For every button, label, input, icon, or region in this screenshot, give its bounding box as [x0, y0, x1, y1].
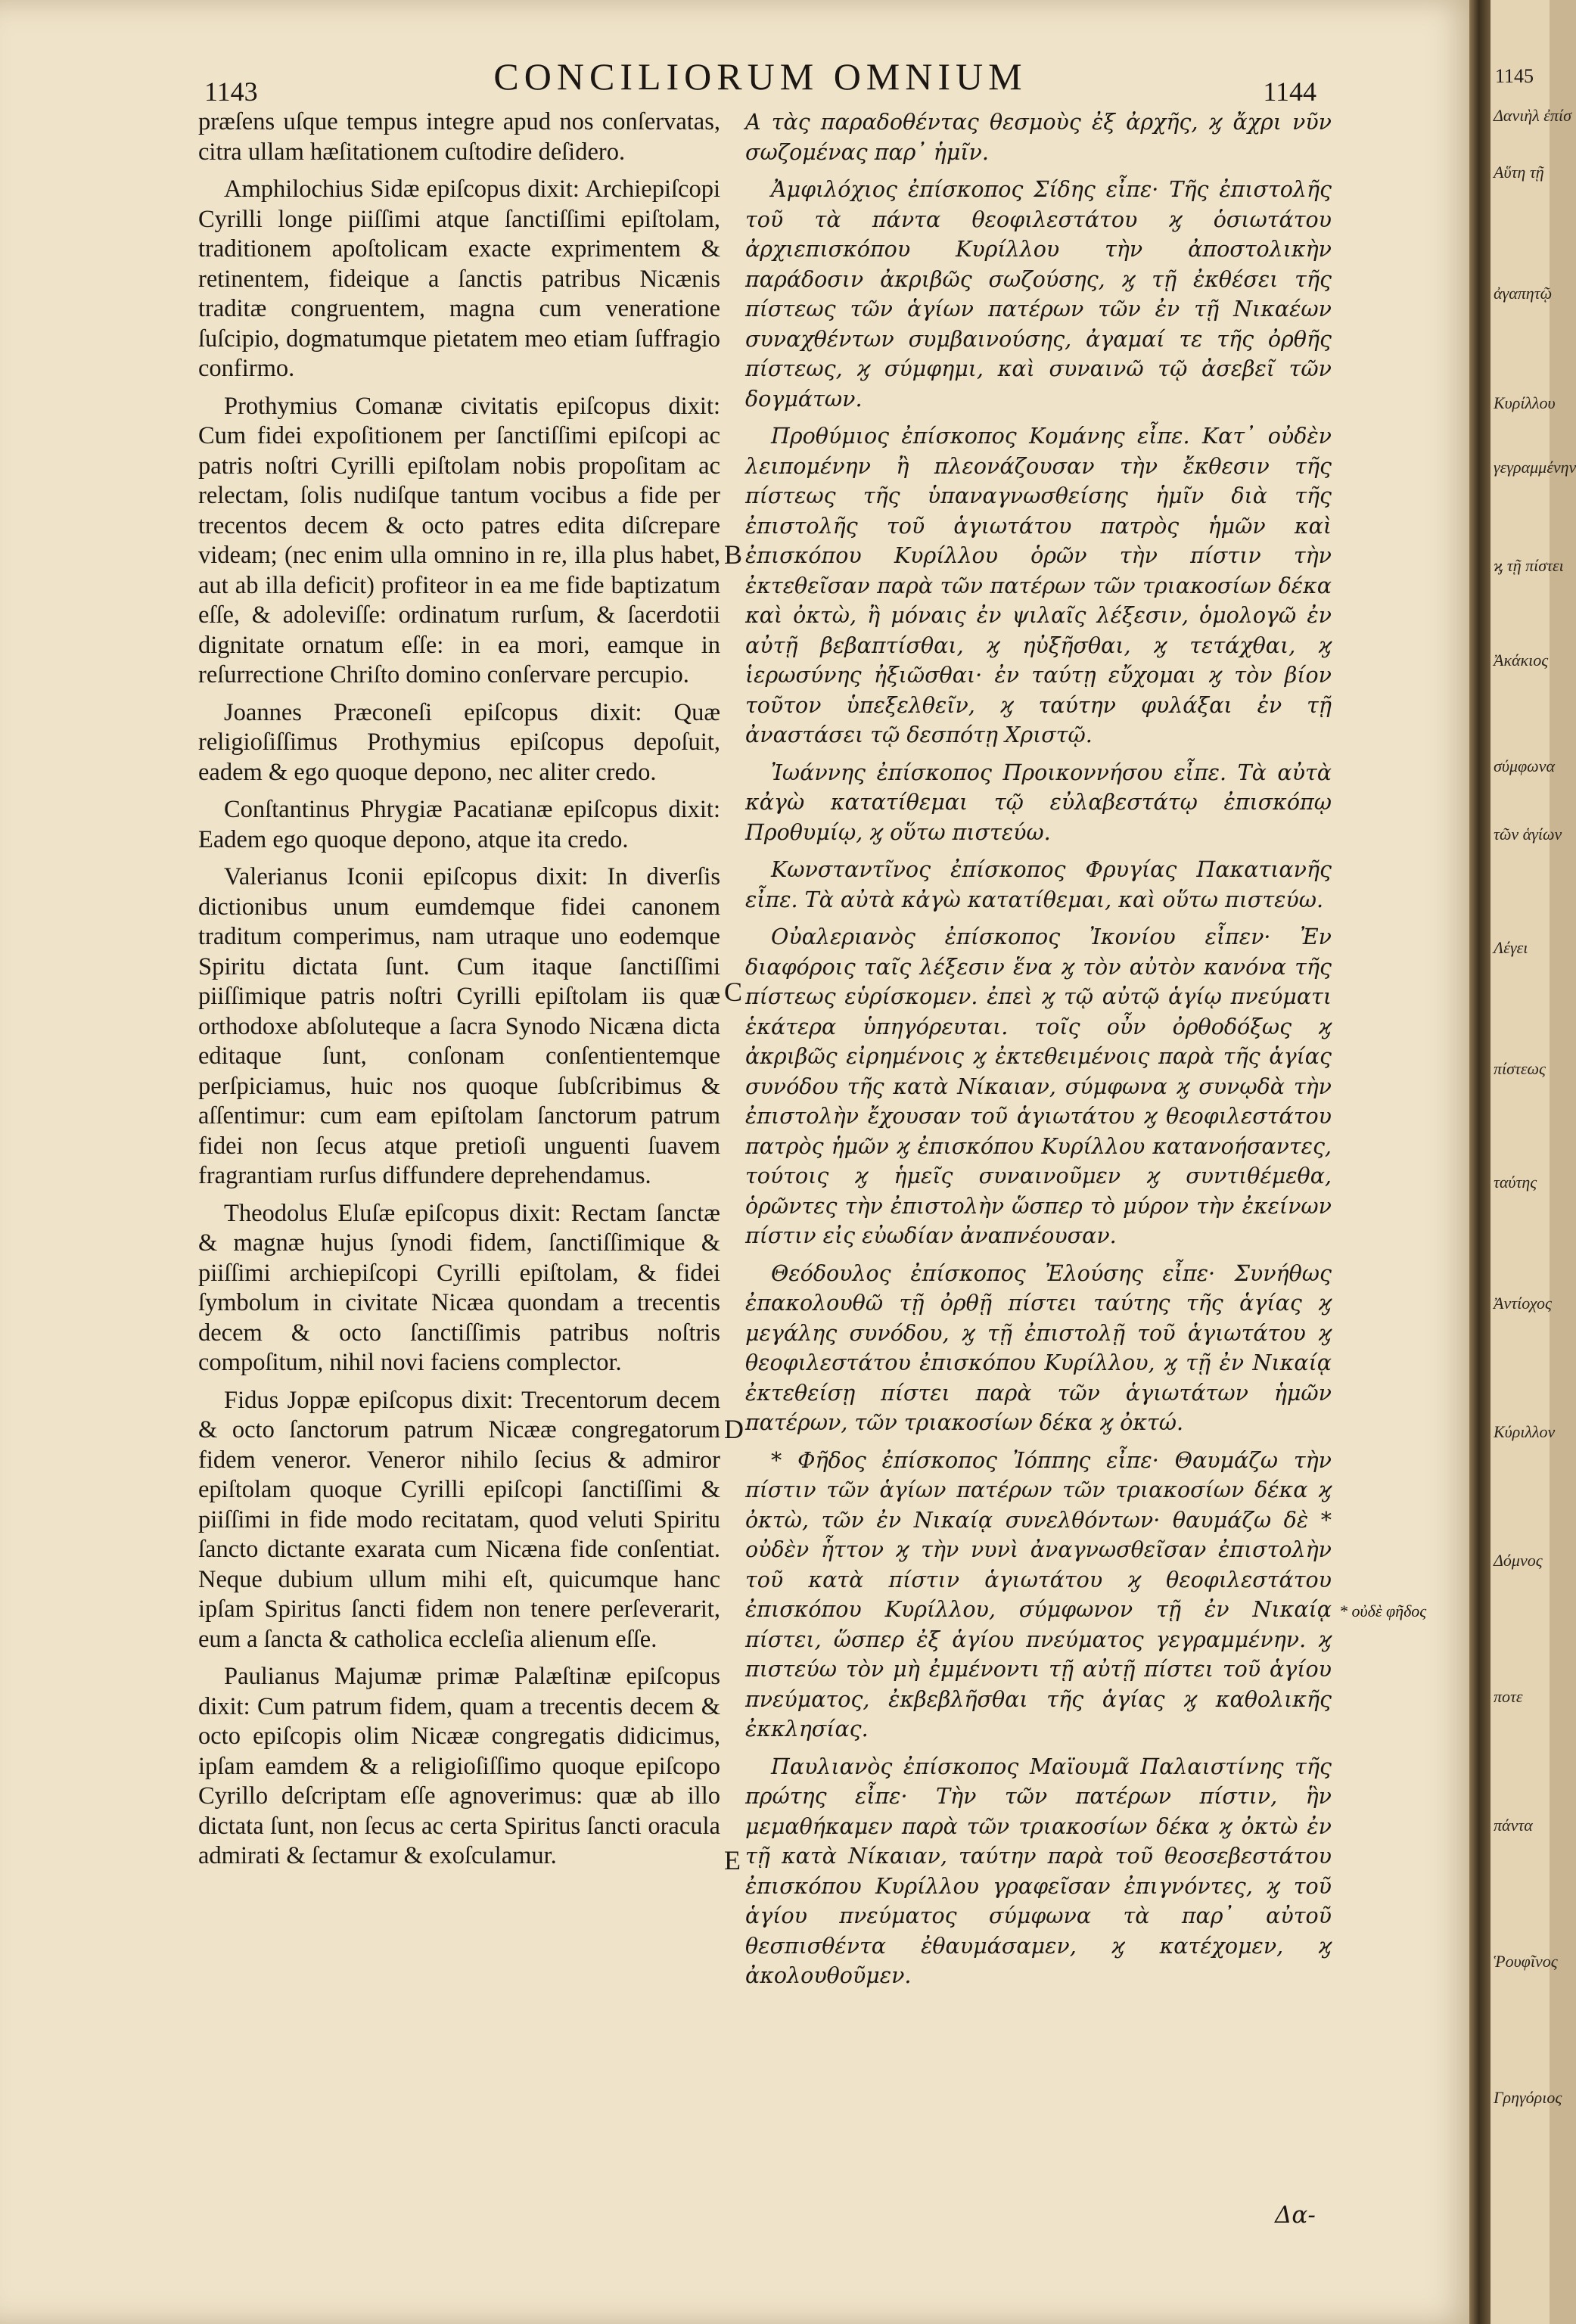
- adjacent-text-fragment: ἀγαπητῷ: [1494, 284, 1553, 303]
- adjacent-text-fragment: Κύριλλον: [1494, 1422, 1556, 1441]
- page-number-right: 1144: [1263, 76, 1316, 107]
- adjacent-text-fragment: γεγραμμένην: [1494, 458, 1576, 477]
- adjacent-text-fragment: Γρηγόριος: [1494, 2088, 1562, 2107]
- greek-paragraph: Ἀμφιλόχιος ἐπίσκοπος Σίδης εἶπε· Τῆς ἐπιστολῆς τοῦ τὰ πάντα θεοφιλεστάτου ϗ ὁσιωτάτου ἀρχιεπισκόπου Κυρίλλου τὴν ἀποστολικὴν παράδοσιν ἀκριβῶς σωζούσης, ϗ τῇ ἐκθέσει τῆς πίστεως τῶν ἁγίων πατέρων τῶν ἐν τῇ Νικαέων συναχθέντων συμβαινούσης, ἀγαμαί τε τῆς ὀρθῆς πίστεως, ϗ σύμφημι, καὶ συναινῶ τῷ ἀσεβεῖ τῶν δογμάτων.: [745, 177, 1332, 412]
- adjacent-page-edge: [1491, 0, 1576, 2324]
- greek-paragraph: Θεόδουλος ἐπίσκοπος Ἐλούσης εἶπε· Συνήθως ἐπακολουθῶ τῇ ὀρθῇ πίστει ταύτης τῆς ἁγίας ϗ μεγάλης συνόδου, ϗ τῇ ἐπιστολῇ τοῦ ἁγιωτάτου ϗ θεοφιλεστάτου ἐπισκόπου Κυρίλλου, ϗ τῇ ἐν Νικαίᾳ ἐκτεθείσῃ πίστει παρὰ τῶν ἁγιωτάτων ἡμῶν πατέρων, τῶν τριακοσίων δέκα ϗ ὀκτώ.: [745, 1260, 1332, 1435]
- latin-paragraph: Paulianus Majumæ primæ Palæſtinæ epiſcopus dixit: Cum patrum fidem, quam a trecentis decem & octo epiſcopis olim Nicææ congregatis didicimus, ipſam eamdem & a religioſiſſimo quoque epiſcopo Cyrillo deſcriptam eſſe agnoverimus: quæ ab illo dictata ſunt, non ſecus ac certa Spiritus ſancti oracula admirati & ſectamur & exoſculamur.: [198, 1663, 720, 1869]
- latin-paragraph: præſens uſque tempus integre apud nos conſervatas, citra ullam hæſitationem cuſtodire deſidero.: [198, 108, 720, 166]
- page-number-left: 1143: [204, 76, 258, 107]
- adjacent-text-fragment: Λέγει: [1494, 938, 1528, 957]
- margin-letter-b: B: [724, 539, 743, 570]
- adjacent-text-fragment: ϗ τῇ πίστει: [1494, 556, 1564, 575]
- adjacent-text-fragment: Δόμνος: [1494, 1551, 1543, 1570]
- greek-paragraph: Ἰωάννης ἐπίσκοπος Προικοννήσου εἶπε. Τὰ αὐτὰ κἀγὼ κατατίθεμαι τῷ εὐλαβεστάτῳ ἐπισκόπῳ Προθυμίῳ, ϗ οὕτω πιστεύω.: [745, 760, 1332, 845]
- adjacent-text-fragment: Δανιὴλ ἐπίσ: [1494, 106, 1571, 125]
- latin-paragraph: Theodolus Eluſæ epiſcopus dixit: Rectam ſanctæ & magnæ hujus ſynodi fidem, ſanctiſſimique & piiſſimi archiepiſcopi Cyrilli epiſtolam, & fidei ſymbolum in civitate Nicæa quondam a trecentis decem & octo ſanctiſſimis patribus noſtris compoſitum, nihil novi faciens complector.: [198, 1199, 720, 1376]
- greek-paragraph: A τὰς παραδοθέντας θεσμοὺς ἐξ ἀρχῆς, ϗ ἄχρι νῦν σωζομένας παρ᾽ ἡμῖν.: [745, 110, 1332, 165]
- running-header: [204, 54, 1316, 107]
- marginal-note: * οὐδὲ φῆδος: [1339, 1602, 1427, 1620]
- latin-column: [198, 107, 720, 1879]
- adjacent-text-fragment: πάντα: [1494, 1816, 1533, 1835]
- latin-paragraph: Valerianus Iconii epiſcopus dixit: In diverſis dictionibus unum eumdemque fidei canonem traditum comperimus, nam utraque uno eodemque Spiritu dictata ſunt. Cum itaque ſanctiſſimi piiſſimique patris noſtri Cyrilli epiſtolam iis quæ orthodoxe abſoluteque a ſacra Synodo Nicæna dicta editaque ſunt, conſonam conſentientemque perſpiciamus, huic nos quoque ſubſcribimus & aſſentimur: cum eam epiſtolam ſanctorum patrum fidei non ſecus atque pretioſi unguenti ſuavem fragrantiam rurſus diffundere deprehendamus.: [198, 863, 720, 1189]
- latin-paragraph: Prothymius Comanæ civitatis epiſcopus dixit: Cum fidei expoſitionem per ſanctiſſimi epiſcopi ac patris noſtri Cyrilli epiſtolam nobis propoſitam ac relectam, ſolis nudiſque tantum vocibus a fide per trecentos decem & octo patres edita diſcrepare videam; (nec enim ulla omnino in re, illa plus habet, aut ab illa deficit) profiteor in ea me fide baptizatum eſſe, & adoleviſſe: ordinatum rurſum, & ſacerdotii dignitate ornatum eſſe: in ea mori, eamque in reſurrectione Chriſto domino conſervare percupio.: [198, 392, 720, 688]
- latin-paragraph: Conſtantinus Phrygiæ Pacatianæ epiſcopus dixit: Eadem ego quoque depono, atque ita credo.: [198, 796, 720, 853]
- adjacent-text-fragment: Κυρίλλου: [1494, 393, 1556, 412]
- page-title: CONCILIORUM OMNIUM: [493, 55, 1027, 98]
- latin-paragraph: Fidus Joppæ epiſcopus dixit: Trecentorum decem & octo ſanctorum patrum Nicææ congregatorum fidem veneror. Veneror nihilo ſecius & admiror epiſtolam quoque Cyrilli epiſcopi ſanctiſſimi & piiſſimi in fide modo recitatam, quod veluti Spiritu ſancto dictante exarata cum Nicæna fide conſentiat. Neque dubium ullum mihi eſt, quicumque hanc ipſam Spiritus ſancti fidem non tenere perſeverarit, eum a ſancta & catholica eccleſia alienum eſſe.: [198, 1386, 720, 1653]
- latin-paragraph: Amphilochius Sidæ epiſcopus dixit: Archiepiſcopi Cyrilli longe piiſſimi atque ſanctiſſimi epiſtolam, traditionem apoſtolicam exacte exprimentem & retinentem, fideique a ſanctis patribus Nicænis traditæ congruentem, magna cum veneratione ſuſcipio, dogmatumque pietatem meo etiam ſuffragio confirmo.: [198, 176, 720, 382]
- margin-letter-e: E: [724, 1845, 741, 1875]
- greek-paragraph: Οὐαλεριανὸς ἐπίσκοπος Ἰκονίου εἶπεν· Ἐν διαφόροις ταῖς λέξεσιν ἕνα ϗ τὸν αὐτὸν κανόνα τῆς πίστεως εὑρίσκομεν. ἐπεὶ ϗ τῷ αὐτῷ ἁγίῳ πνεύματι ἑκάτερα ὑπηγόρευται. τοῖς οὖν ὀρθοδόξως ϗ ἀκριβῶς εἰρημένοις ϗ ἐκτεθειμένοις παρὰ τῆς ἁγίας συνόδου τῆς κατὰ Νίκαιαν, σύμφωνα ϗ συνῳδὰ τὴν ἐπιστολὴν ἔχουσαν τοῦ ἁγιωτάτου ϗ θεοφιλεστάτου πατρὸς ἡμῶν ϗ ἐπισκόπου Κυρίλλου κατανοήσαντες, τούτοις ϗ ἡμεῖς συναινοῦμεν ϗ συντιθέμεθα, ὁρῶντες τὴν ἐπιστολὴν ὥσπερ τὸ μύρον τὴν ἐκείνων πίστιν εἰς εὐωδίαν ἀναπνέουσαν.: [745, 924, 1332, 1248]
- catchword: Δα-: [1275, 2201, 1316, 2229]
- adjacent-text-fragment: ταύτης: [1494, 1173, 1537, 1192]
- greek-column: [745, 107, 1332, 1999]
- adjacent-text-fragment: Αὕτη τῇ: [1494, 163, 1544, 182]
- greek-paragraph: * Φῆδος ἐπίσκοπος Ἰόππης εἶπε· Θαυμάζω τὴν πίστιν τῶν ἁγίων πατέρων τῶν τριακοσίων δέκα ϗ ὀκτὼ, τῶν ἐν Νικαίᾳ συνελθόντων· θαυμάζω δὲ * οὐδὲν ἧττον ϗ τὴν νυνὶ ἀναγνωσθεῖσαν ἐπιστολὴν τοῦ κατὰ πίστιν ἁγιωτάτου ϗ θεοφιλεστάτου ἐπισκόπου Κυρίλλου, σύμφωνον τῇ ἐν Νικαίᾳ πίστει, ὥσπερ ἐξ ἁγίου πνεύματος γεγραμμένην. ϗ πιστεύω τὸν μὴ ἐμμένοντι τῇ αὐτῇ πίστει τοῦ ἁγίου πνεύματος, ἐκβεβλῆσθαι τῆς ἁγίας ϗ καθολικῆς ἐκκλησίας.: [745, 1447, 1332, 1741]
- latin-paragraph: Joannes Præconeſi epiſcopus dixit: Quæ religioſiſſimus Prothymius epiſcopus depoſuit, eadem & ego quoque depono, nec aliter credo.: [198, 698, 720, 786]
- greek-paragraph: Προθύμιος ἐπίσκοπος Κομάνης εἶπε. Κατ᾽ οὐδὲν λειπομένην ἢ πλεονάζουσαν τὴν ἔκθεσιν τῆς πίστεως τῆς ὑπαναγνωσθείσης ἡμῖν διὰ τῆς ἐπιστολῆς τοῦ ἁγιωτάτου πατρὸς ἡμῶν καὶ ἐπισκόπου Κυρίλλου ὁρῶν τὴν πίστιν τὴν ἐκτεθεῖσαν παρὰ τῶν πατέρων τῶν τριακοσίων δέκα καὶ ὀκτὼ, ἢ μόναις ἐν ψιλαῖς λέξεσιν, ὁμολογῶ ἐν αὐτῇ βεβαπτίσθαι, ϗ ηὐξῆσθαι, ϗ τετάχθαι, ϗ ἱερωσύνης ἠξιῶσθαι· ἐν ταύτῃ εὔχομαι ϗ τὸν βίον τοῦτον ὑπεξελθεῖν, ϗ ταύτην φυλάξαι ἐν τῇ ἀναστάσει τῷ δεσπότῃ Χριστῷ.: [745, 424, 1332, 747]
- adjacent-text-fragment: σύμφωνα: [1494, 757, 1556, 775]
- adjacent-text-fragment: Ῥουφῖνος: [1494, 1952, 1558, 1971]
- book-gutter: [1469, 0, 1491, 2324]
- adjacent-text-fragment: πίστεως: [1494, 1059, 1546, 1078]
- greek-paragraph: Κωνσταντῖνος ἐπίσκοπος Φρυγίας Πακατιανῆς εἶπε. Τὰ αὐτὰ κἀγὼ κατατίθεμαι, καὶ οὕτω πιστεύω.: [745, 857, 1332, 912]
- greek-paragraph: Παυλιανὸς ἐπίσκοπος Μαϊουμᾶ Παλαιστίνης τῆς πρώτης εἶπε· Τὴν τῶν πατέρων πίστιν, ἣν μεμαθήκαμεν παρὰ τῶν τριακοσίων δέκα ϗ ὀκτὼ ἐν τῇ κατὰ Νίκαιαν, ταύτην παρὰ τοῦ θεοσεβεστάτου ἐπισκόπου Κυρίλλου γραφεῖσαν ἐπιγνόντες, ϗ τοῦ ἁγίου πνεύματος σύμφωνα τὰ παρ᾽ αὐτοῦ θεσπισθέντα ἐθαυμάσαμεν, ϗ κατέχομεν, ϗ ἀκολουθοῦμεν.: [745, 1754, 1332, 1988]
- adjacent-text-fragment: Ἀντίοχος: [1494, 1294, 1552, 1313]
- adjacent-page-number: 1145: [1495, 65, 1534, 87]
- margin-letter-c: C: [724, 977, 743, 1007]
- adjacent-text-fragment: τῶν ἁγίων: [1494, 825, 1562, 844]
- adjacent-text-fragment: ποτε: [1494, 1687, 1523, 1706]
- margin-letter-d: D: [724, 1414, 744, 1444]
- adjacent-text-fragment: Ἀκάκιος: [1494, 651, 1549, 670]
